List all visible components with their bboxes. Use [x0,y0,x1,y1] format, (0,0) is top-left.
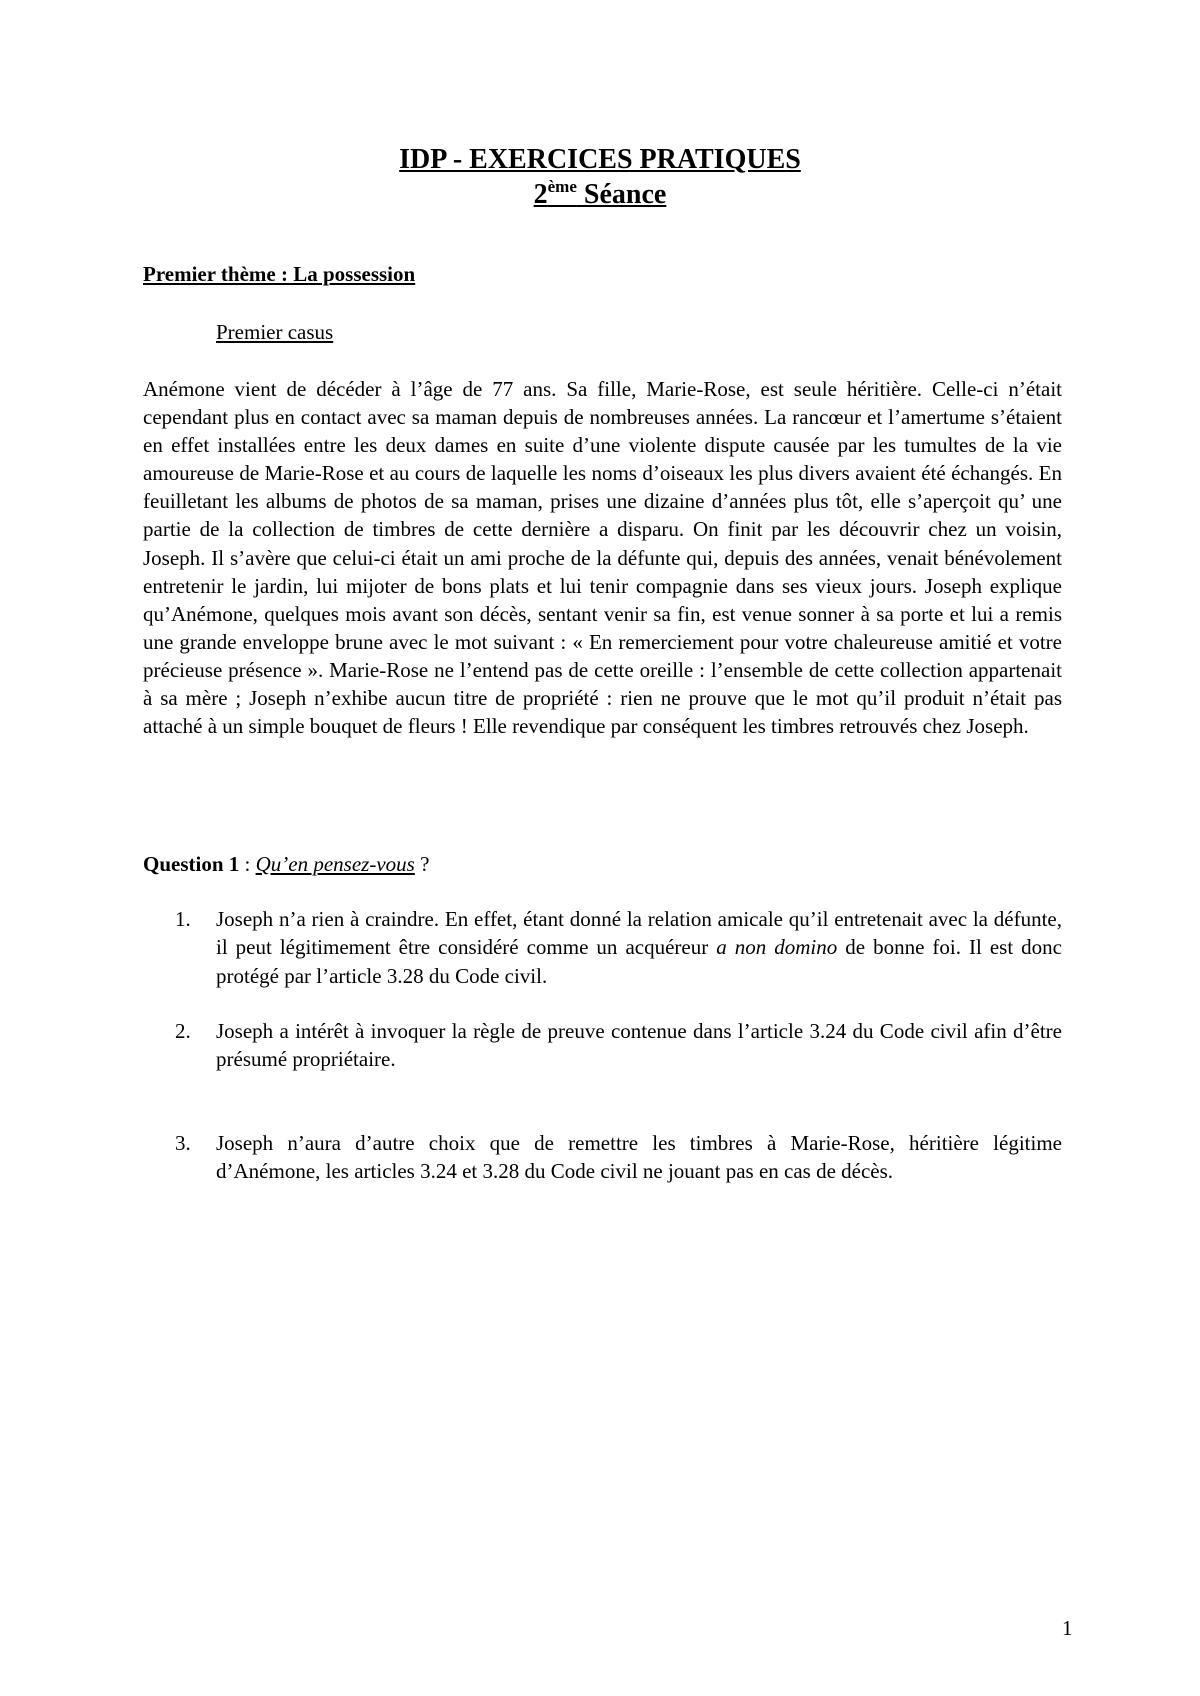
answer-text-before: Joseph n’a rien à craindre. En effet, étant donné la relation amicale qu’il entretenait avec la défunte, il peut légitimement être considéré comme un acquéreur [216,907,1062,960]
answer-text: Joseph n’aura d’autre choix que de remettre les timbres à Marie-Rose, héritière légitime d’Anémone, les articles 3.24 et 3.28 du Code civil ne jouant pas en cas de décès. [216,1131,1062,1184]
answer-item [175,1017,1062,1074]
question-text: Qu’en pensez-vous [255,852,415,876]
answer-number: 3. [175,1131,191,1155]
session-label: Séance [576,179,667,210]
question-separator: : [239,852,256,876]
answer-emphasis: a non domino [716,935,838,960]
casus-body-text: Anémone vient de décéder à l’âge de 77 ans. Sa fille, Marie-Rose, est seule héritière. Celle-ci n’était cependant plus en contact avec sa maman depuis de nombreuses années. La rancœur et l’amertume s’étaient en effet installées entre les deux dames en suite d’une violente dispute causée par les tumultes de la vie amoureuse de Marie-Rose et au cours de laquelle les noms d’oiseaux les plus divers avaient été échangés. En feuilletant les albums de photos de sa maman, prises une dizaine d’années plus tôt, elle s’aperçoit qu’ une partie de la collection de timbres de cette dernière a disparu. On finit par les découvrir chez un voisin, Joseph. Il s’avère que celui-ci était un ami proche de la défunte qui, depuis des années, venait bénévolement entretenir le jardin, lui mijoter de bons plats et lui tenir compagnie dans ses vieux jours. Joseph explique qu’Anémone, quelques mois avant son décès, sentant venir sa fin, est venue sonner à sa porte et lui a remis une grande enveloppe brune avec le mot suivant : « En remerciement pour votre chaleureuse amitié et votre précieuse présence ». Marie-Rose ne l’entend pas de cette oreille : l’ensemble de cette collection appartenait à sa mère ; Joseph n’exhibe aucun titre de propriété : rien ne prouve que le mot qu’il produit n’était pas attaché à un simple bouquet de fleurs ! Elle revendique par conséquent les timbres retrouvés chez Joseph. [143,377,1062,739]
title-block [0,143,1200,213]
question-line [143,852,429,877]
answer-number: 2. [175,1019,191,1043]
session-title [0,177,1200,213]
answer-text [216,905,1062,990]
answer-number: 1. [175,907,191,931]
casus-heading: Premier casus [216,320,334,344]
document-title: IDP - EXERCICES PRATIQUES [399,144,801,175]
question-label: Question 1 [143,852,240,876]
answer-item [175,905,1062,990]
answer-text-after: de bonne foi. Il est donc protégé par l’article 3.28 du Code civil. [216,935,1063,988]
session-number: 2 [533,179,548,210]
session-suffix: ème [547,177,577,196]
page-number: 1 [1062,1616,1073,1640]
question-end: ? [414,852,430,876]
answer-text: Joseph a intérêt à invoquer la règle de preuve contenue dans l’article 3.24 du Code civil afin d’être présumé propriétaire. [216,1019,1062,1072]
answer-item [175,1129,1062,1186]
theme-heading: Premier thème : La possession [143,262,416,286]
